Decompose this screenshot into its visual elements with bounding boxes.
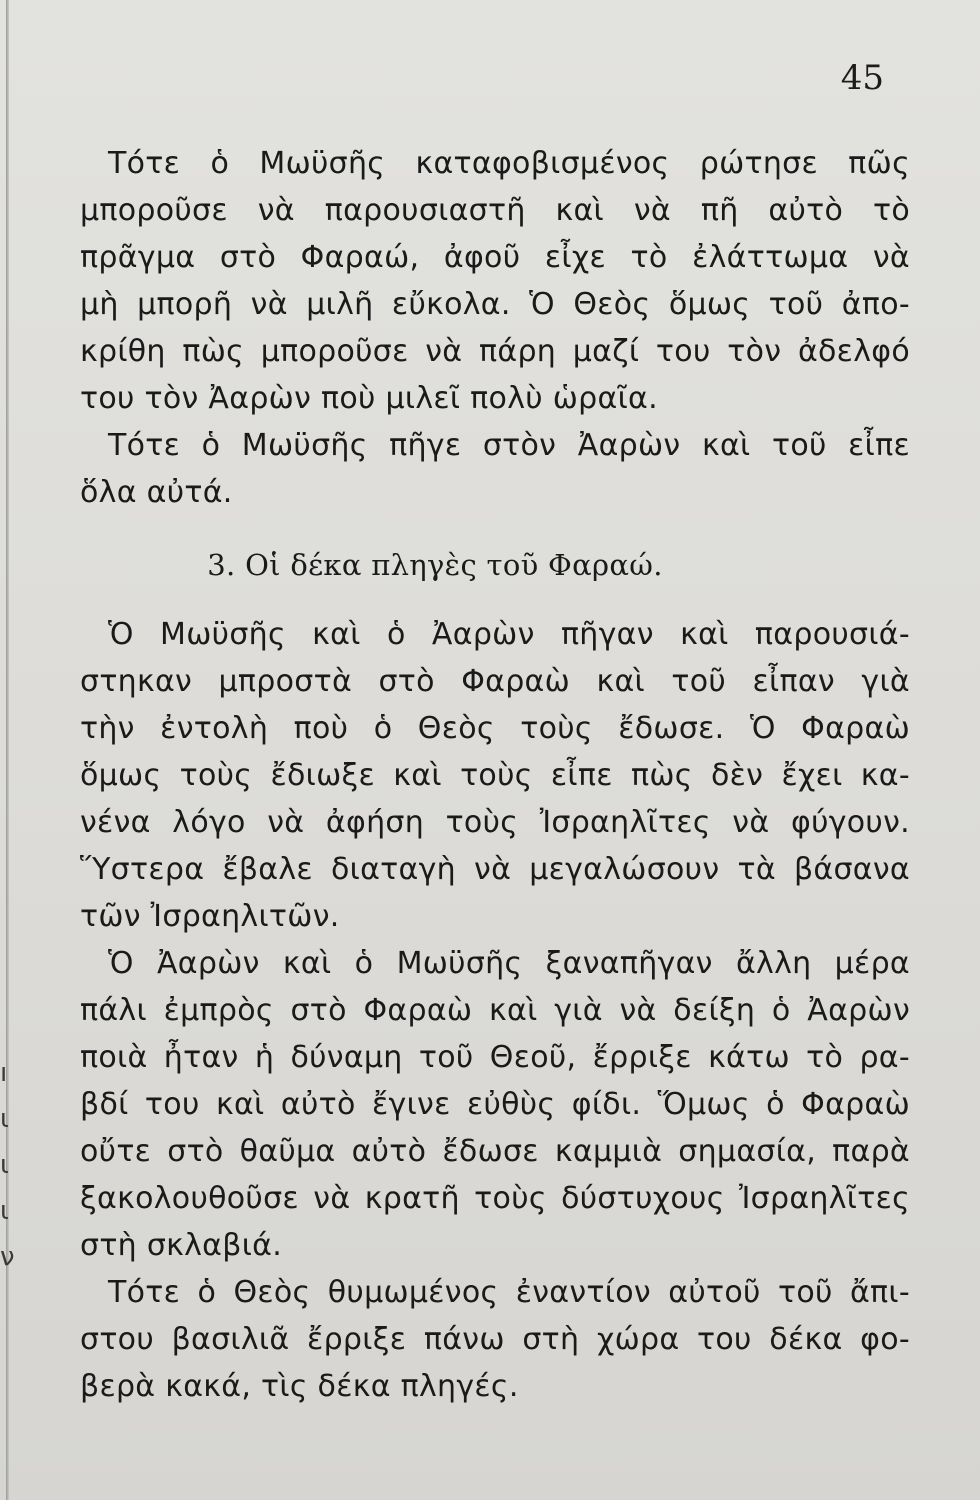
gutter-mark: ι (0, 1104, 9, 1134)
text-line: ποιὰ ἦταν ἡ δύναμη τοῦ Θεοῦ, ἔρριξε κάτω τὸ ρα- (80, 1040, 910, 1075)
text-line: βερὰ κακά, τὶς δέκα πληγές. (80, 1369, 519, 1404)
text-line: Τότε ὁ Μωϋσῆς πῆγε στὸν Ἀαρὼν καὶ τοῦ εἶπε (108, 428, 910, 463)
text-line: Τότε ὁ Μωϋσῆς καταφοβισμένος ρώτησε πῶς (108, 146, 910, 181)
text-line: τὴν ἐντολὴ ποὺ ὁ Θεὸς τοὺς ἔδωσε. Ὁ Φαραὼ (80, 711, 910, 746)
text-line: Ὁ Μωϋσῆς καὶ ὁ Ἀαρὼν πῆγαν καὶ παρουσιά- (108, 617, 910, 652)
gutter-mark: ι (0, 1196, 9, 1226)
text-line: ξακολουθοῦσε νὰ κρατῆ τοὺς δύστυχους Ἰσραηλῖτες (80, 1181, 910, 1216)
text-line: Τότε ὁ Θεὸς θυμωμένος ἐναντίον αὐτοῦ τοῦ ἄπι- (108, 1275, 910, 1310)
text-line: ὅλα αὐτά. (80, 475, 233, 510)
text-line: του τὸν Ἀαρὼν ποὺ μιλεῖ πολὺ ὡραῖα. (80, 381, 658, 416)
text-line: Ὕστερα ἔβαλε διαταγὴ νὰ μεγαλώσουν τὰ βάσανα (80, 852, 910, 887)
section-heading: 3. Οἱ δέκα πληγὲς τοῦ Φαραώ. (207, 548, 663, 582)
text-line: Ὁ Ἀαρὼν καὶ ὁ Μωϋσῆς ξαναπῆγαν ἄλλη μέρα (108, 946, 910, 981)
text-line: στηκαν μπροστὰ στὸ Φαραὼ καὶ τοῦ εἶπαν γιὰ (80, 664, 910, 699)
paragraph-5 (80, 1269, 910, 1410)
gutter-marks (0, 1050, 14, 1280)
text-line: βδί του καὶ αὐτὸ ἔγινε εὐθὺς φίδι. Ὅμως ὁ Φαραὼ (80, 1087, 910, 1122)
text-line: πάλι ἐμπρὸς στὸ Φαραὼ καὶ γιὰ νὰ δείξη ὁ Ἀαρὼν (80, 993, 910, 1028)
text-line: πρᾶγμα στὸ Φαραώ, ἀφοῦ εἶχε τὸ ἐλάττωμα νὰ (80, 240, 910, 275)
text-line: τῶν Ἰσραηλιτῶν. (80, 899, 340, 934)
paragraph-2 (80, 422, 910, 516)
paragraph-4 (80, 940, 910, 1269)
page-number: 45 (840, 58, 884, 98)
text-line: ὅμως τοὺς ἔδιωξε καὶ τοὺς εἶπε πὼς δὲν ἔχει κα- (80, 758, 910, 793)
text-line: μὴ μπορῆ νὰ μιλῆ εὔκολα. Ὁ Θεὸς ὅμως τοῦ ἀπο- (80, 287, 910, 322)
gutter-mark: ı (0, 1058, 8, 1088)
text-line: κρίθη πὼς μποροῦσε νὰ πάρη μαζί του τὸν ἀδελφό (80, 334, 910, 369)
gutter-mark: ι (0, 1150, 9, 1180)
body-text (80, 140, 910, 1410)
text-line: στὴ σκλαβιά. (80, 1228, 283, 1263)
paragraph-1 (80, 140, 910, 422)
text-line: στου βασιλιᾶ ἔρριξε πάνω στὴ χώρα του δέκα φο- (80, 1322, 910, 1357)
text-line: μποροῦσε νὰ παρουσιαστῆ καὶ νὰ πῆ αὐτὸ τὸ (80, 193, 910, 228)
text-line: οὔτε στὸ θαῦμα αὐτὸ ἔδωσε καμμιὰ σημασία, παρὰ (80, 1134, 910, 1169)
gutter-mark: ν (0, 1242, 15, 1272)
paragraph-3 (80, 611, 910, 940)
text-line: νένα λόγο νὰ ἀφήση τοὺς Ἰσραηλῖτες νὰ φύγουν. (80, 805, 910, 840)
